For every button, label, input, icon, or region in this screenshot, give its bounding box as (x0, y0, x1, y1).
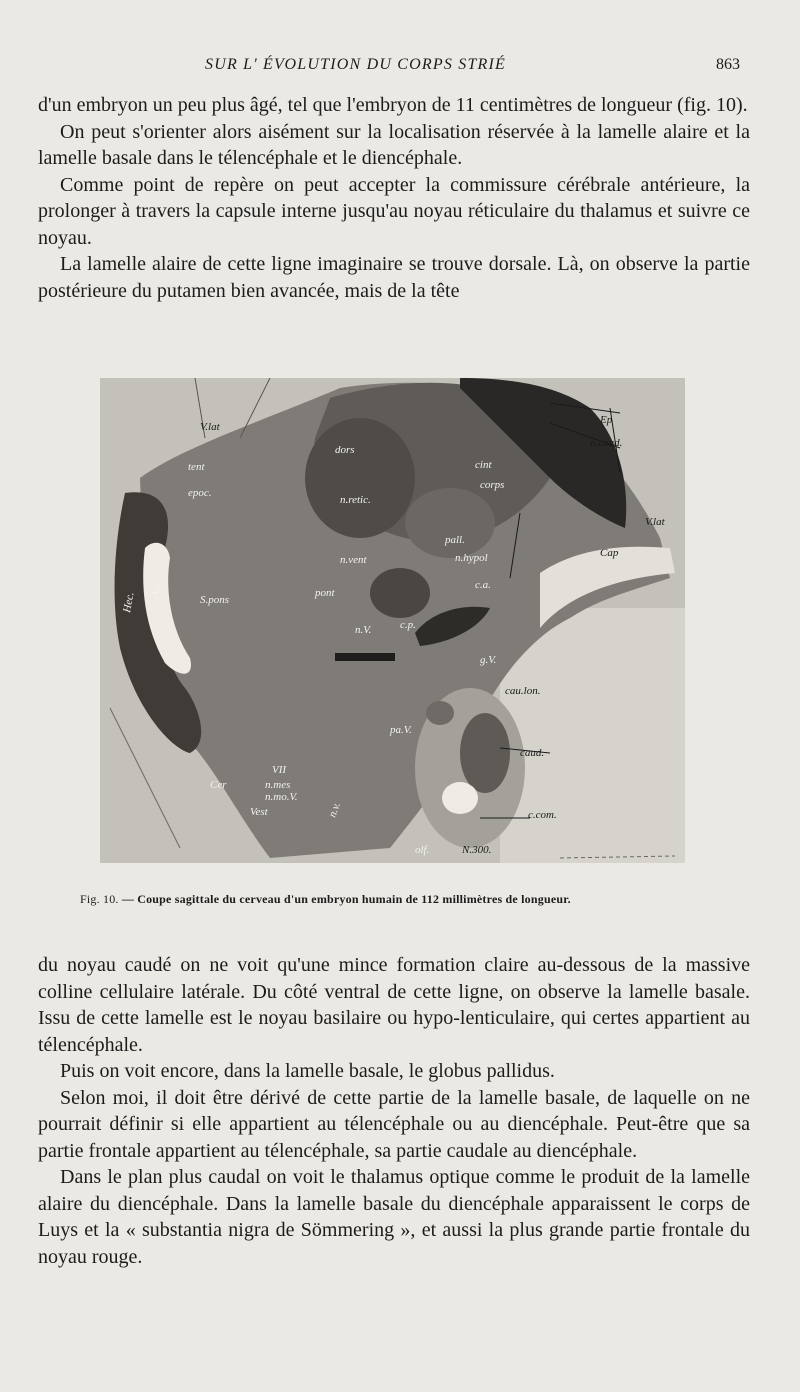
label-tent: tent (188, 461, 205, 473)
label-nmes: n.mes (265, 779, 291, 791)
label-aq: Aq. (149, 581, 164, 599)
paragraph: du noyau caudé on ne voit qu'une mince formation claire au-dessous de la massive colline cellulaire latérale. Du côté ventral de cette ligne, on observe la lamelle basale. Issu de cette lamelle est le noyau basilaire ou hypo-lenticulaire, qui certes appartient au télencéphale. (38, 954, 750, 1056)
running-head (0, 56, 800, 78)
label-caulon: cau.lon. (505, 685, 541, 697)
label-hec: Hec. (121, 591, 137, 614)
label-corps: corps (480, 479, 505, 491)
label-nv: n.V. (355, 624, 372, 636)
paragraph: Comme point de repère on peut accepter la commissure cérébrale antérieure, la prolonger à travers la capsule interne jusqu'au noyau réticulaire du thalamus et suivre ce noyau. (38, 173, 750, 249)
label-cint: cint (475, 459, 492, 471)
label-ep: Ep (600, 414, 613, 426)
paragraph: On peut s'orienter alors aisément sur la localisation réservée à la lamelle alaire et la lamelle basale dans le télencéphale et le diencéphale. (38, 120, 750, 169)
text-block-bottom (38, 952, 750, 1270)
page-number: 863 (716, 56, 740, 73)
label-cap: Cap (600, 547, 619, 559)
label-gv: g.V. (480, 654, 497, 666)
figure-brain-section (100, 378, 685, 863)
running-title: SUR L' ÉVOLUTION DU CORPS STRIÉ (205, 56, 507, 73)
label-dors: dors (335, 444, 355, 456)
label-nvent: n.vent (340, 554, 367, 566)
label-pav: pa.V. (390, 724, 412, 736)
label-pall: pall. (445, 534, 465, 546)
label-spons: S.pons (200, 594, 230, 606)
paragraph: Selon moi, il doit être dérivé de cette partie de la lamelle basale, de laquelle on ne pourrait définir si elle appartient au télencéphale ou au diencéphale. Peut-être que sa partie frontale appartient au télencéphale, sa partie caudale au diencéphale. (38, 1086, 750, 1162)
paragraph: Dans le plan plus caudal on voit le thalamus optique comme le produit de la lamelle alaire du diencéphale. Dans la lamelle basale du diencéphale apparaissent le corps de Luys et la « substantia nigra de Sömmering », et aussi la plus grande partie frontale du noyau rouge. (38, 1166, 750, 1268)
brain-section-image (100, 378, 685, 863)
label-cer: Cer (210, 779, 227, 791)
label-vest: Vest (250, 806, 268, 818)
label-retic: n.retic. (340, 494, 371, 506)
label-caud: caud. (520, 747, 545, 759)
paragraph: d'un embryon un peu plus âgé, tel que l'embryon de 11 centimètres de longueur (fig. 10). (38, 94, 748, 116)
caption-dash: — (121, 892, 135, 906)
label-vagus: n.v. (326, 800, 343, 820)
label-vlat-top: V.lat (200, 421, 220, 433)
label-vlat-right: V.lat (645, 516, 665, 528)
paragraph: Puis on voit encore, dans la lamelle basale, le globus pallidus. (60, 1060, 555, 1082)
label-hypol: n.hypol (455, 552, 488, 564)
label-comm: c.a. (475, 579, 491, 591)
label-vii: VII (272, 764, 287, 776)
text-block-top (38, 92, 750, 304)
label-caps: c.p. (400, 619, 416, 631)
label-olf: olf. (415, 844, 430, 856)
label-epoc: epoc. (188, 487, 212, 499)
caption-text: Coupe sagittale du cerveau d'un embryon humain de 112 millimètres de longueur. (137, 892, 571, 906)
label-nmov: n.mo.V. (265, 791, 298, 803)
caption-number: Fig. 10. (80, 892, 119, 906)
label-ncaud: n.caud. (590, 437, 623, 449)
paragraph: La lamelle alaire de cette ligne imaginaire se trouve dorsale. Là, on observe la partie postérieure du putamen bien avancée, mais de la tête (38, 253, 750, 302)
label-pont: pont (315, 587, 335, 599)
label-ccom: c.com. (528, 809, 557, 821)
label-scale: N.300. (462, 844, 492, 856)
figure-caption (80, 892, 760, 907)
